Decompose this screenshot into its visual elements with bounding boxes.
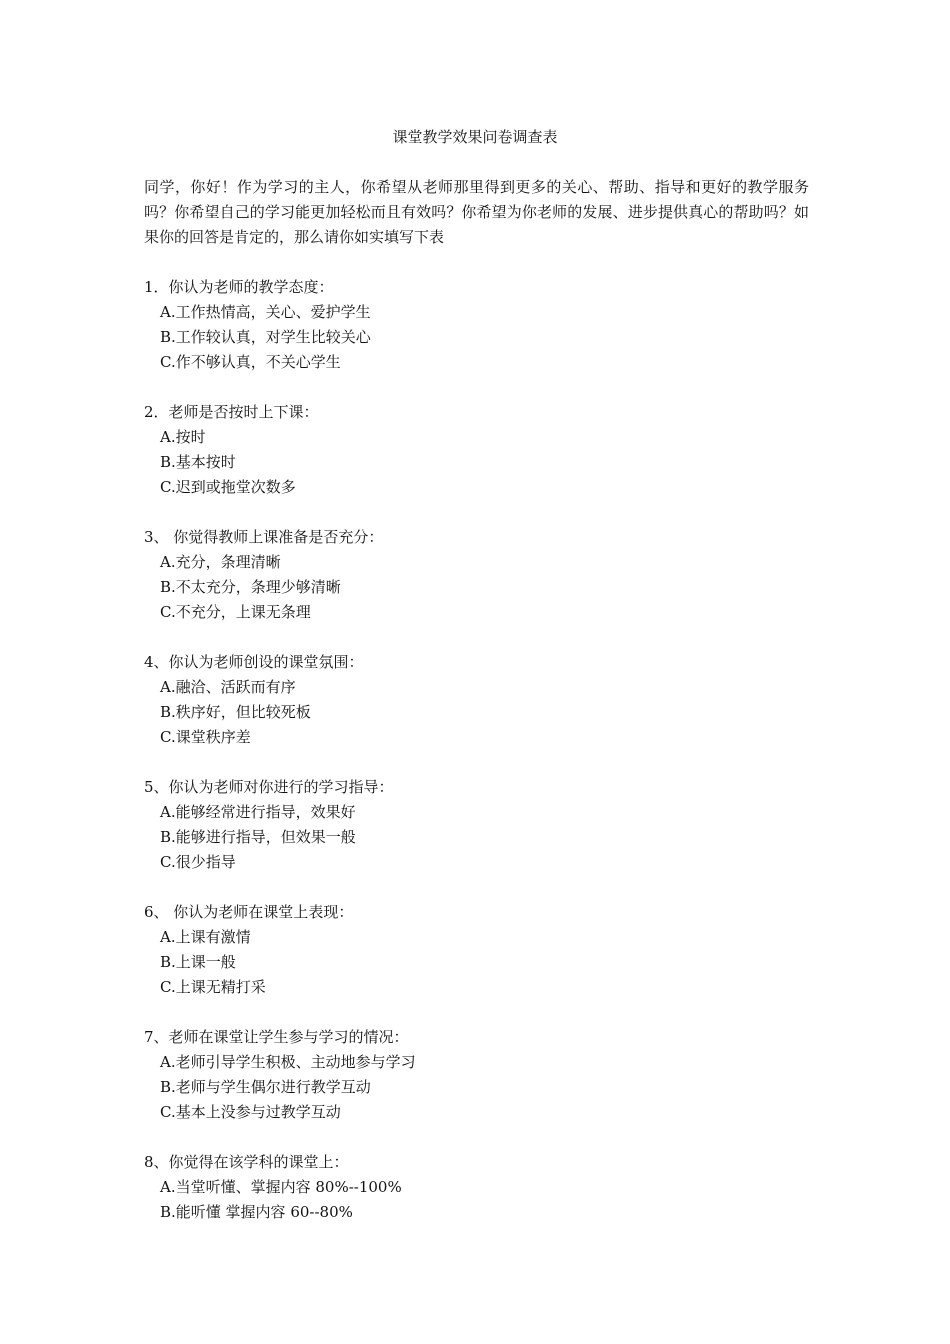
option-c: C.不充分，上课无条理 — [160, 603, 311, 621]
question-text: 6、 你认为老师在课堂上表现： — [144, 903, 354, 921]
option-a: A.能够经常进行指导，效果好 — [160, 803, 356, 821]
question-text: 7、老师在课堂让学生参与学习的情况： — [144, 1028, 409, 1046]
question-text: 2．老师是否按时上下课： — [144, 403, 319, 421]
question-text: 8、你觉得在该学科的课堂上： — [144, 1153, 349, 1171]
question-list — [144, 275, 809, 1250]
option-b: B.秩序好，但比较死板 — [160, 703, 311, 721]
option-a: A.老师引导学生积极、主动地参与学习 — [160, 1053, 416, 1071]
question-text: 3、 你觉得教师上课准备是否充分： — [144, 528, 384, 546]
question-text: 1．你认为老师的教学态度： — [144, 278, 334, 296]
question-4 — [144, 650, 809, 750]
option-b: B.能听懂 掌握内容 60--80% — [160, 1203, 353, 1221]
option-a: A.工作热情高，关心、爱护学生 — [160, 303, 371, 321]
option-a: A.上课有激情 — [160, 928, 251, 946]
document-title: 课堂教学效果问卷调查表 — [392, 128, 558, 146]
option-b: B.能够进行指导，但效果一般 — [160, 828, 356, 846]
option-b: B.老师与学生偶尔进行教学互动 — [160, 1078, 371, 1096]
option-a: A.按时 — [160, 428, 206, 446]
question-5 — [144, 775, 809, 875]
option-b: B.工作较认真，对学生比较关心 — [160, 328, 371, 346]
option-b: B.上课一般 — [160, 953, 236, 971]
question-1 — [144, 275, 809, 375]
option-a: A.当堂听懂、掌握内容 80%--100% — [160, 1178, 402, 1196]
question-8 — [144, 1150, 809, 1225]
question-text: 5、你认为老师对你进行的学习指导： — [144, 778, 394, 796]
option-c: C.基本上没参与过教学互动 — [160, 1103, 341, 1121]
question-6 — [144, 900, 809, 1000]
option-a: A.融洽、活跃而有序 — [160, 678, 296, 696]
option-c: C.课堂秩序差 — [160, 728, 251, 746]
question-text: 4、你认为老师创设的课堂氛围： — [144, 653, 364, 671]
question-7 — [144, 1025, 809, 1125]
option-c: C.很少指导 — [160, 853, 236, 871]
option-a: A.充分，条理清晰 — [160, 553, 281, 571]
question-2 — [144, 400, 809, 500]
option-c: C.迟到或拖堂次数多 — [160, 478, 296, 496]
question-3 — [144, 525, 809, 625]
intro-paragraph: 同学，你好！作为学习的主人，你希望从老师那里得到更多的关心、帮助、指导和更好的教学服务吗？你希望自己的学习能更加轻松而且有效吗？你希望为你老师的发展、进步提供真心的帮助吗？如果你的回答是肯定的，那么请你如实填写下表 — [144, 178, 809, 246]
option-b: B.基本按时 — [160, 453, 236, 471]
option-c: C.作不够认真，不关心学生 — [160, 353, 341, 371]
option-c: C.上课无精打采 — [160, 978, 266, 996]
option-b: B.不太充分，条理少够清晰 — [160, 578, 341, 596]
